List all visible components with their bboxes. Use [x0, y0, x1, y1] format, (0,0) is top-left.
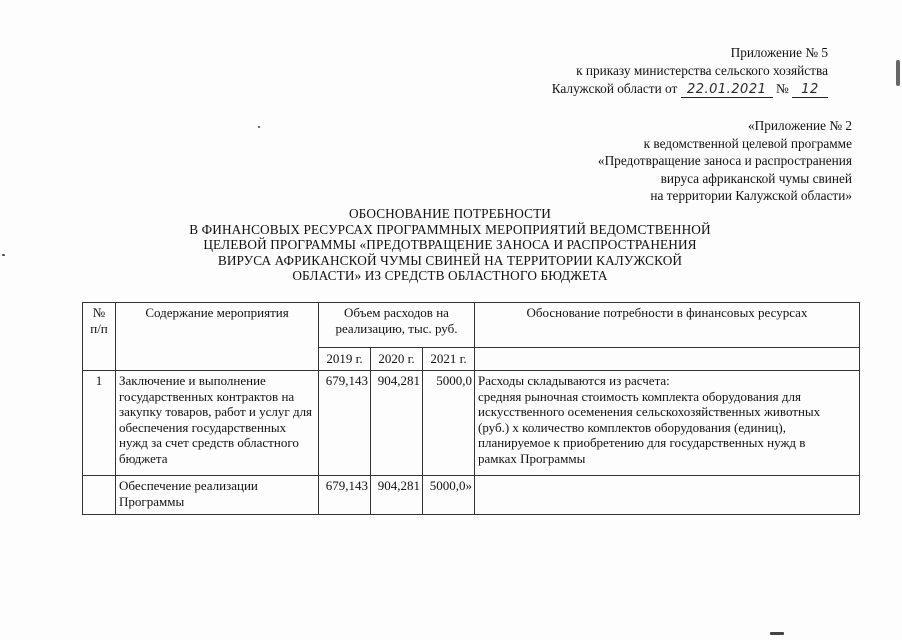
handwritten-date: 22.01.2021	[681, 82, 773, 98]
financing-table	[82, 302, 860, 515]
header-year-2021: 2021 г.	[423, 348, 475, 371]
row-content: Заключение и выполнение государственных контрактов на закупку товаров, работ и услуг для обеспечения государственных нужд за счет средств областного бюджета	[116, 371, 319, 476]
justification-line: рамках Программы	[478, 450, 586, 466]
title-line: ОБЛАСТИ» ИЗ СРЕДСТВ ОБЛАСТНОГО БЮДЖЕТА	[292, 268, 608, 283]
header-volume: Объем расходов на реализацию, тыс. руб.	[319, 303, 475, 348]
justification-line: планируемое к приобретению для государственных нужд в	[478, 435, 806, 450]
table-header-row	[83, 303, 860, 348]
row-content: Обеспечение реализации Программы	[116, 476, 319, 515]
header-annex-number: Приложение № 5	[730, 45, 828, 60]
table-row	[83, 476, 860, 515]
scan-speck	[770, 632, 784, 635]
row-value-2020: 904,281	[371, 371, 423, 476]
title-line: В ФИНАНСОВЫХ РЕСУРСАХ ПРОГРАММНЫХ МЕРОПРИЯТИЙ ВЕДОМСТВЕННОЙ	[189, 221, 711, 237]
row-num	[83, 476, 116, 515]
title-line: ОБОСНОВАНИЕ ПОТРЕБНОСТИ	[348, 206, 551, 221]
justification-line: средняя рыночная стоимость комплекта оборудования для	[478, 388, 801, 404]
header-num: № п/п	[83, 303, 116, 371]
justification-line: Расходы складываются из расчета:	[478, 373, 670, 388]
row-value-2021: 5000,0»	[423, 476, 475, 515]
table-row	[83, 371, 860, 476]
row-value-2019: 679,143	[319, 476, 371, 515]
annex-reference	[598, 117, 852, 205]
header-justification-empty	[475, 348, 860, 371]
document-title	[150, 206, 750, 284]
scan-edge-mark	[896, 60, 900, 86]
annex-line: к ведомственной целевой программе	[643, 135, 852, 151]
justification-line: искусственного осеменения сельскохозяйственных животных	[478, 404, 821, 419]
scan-speck	[2, 254, 5, 256]
row-justification	[475, 476, 860, 515]
header-number-label: №	[775, 81, 789, 96]
order-header	[552, 44, 828, 98]
header-date-line	[552, 80, 828, 98]
row-value-2020: 904,281	[371, 476, 423, 515]
handwritten-number: 12	[792, 82, 828, 98]
annex-line: на территории Калужской области»	[650, 188, 852, 203]
row-value-2019: 679,143	[319, 371, 371, 476]
row-value-2021: 5000,0	[423, 371, 475, 476]
header-order-ref: к приказу министерства сельского хозяйства	[576, 63, 828, 78]
header-content: Содержание мероприятия	[116, 303, 319, 371]
annex-line: вируса африканской чумы свиней	[660, 170, 852, 186]
header-region-prefix: Калужской области от	[551, 81, 678, 96]
scan-speck	[258, 126, 260, 128]
annex-line: «Предотвращение заноса и распространения	[597, 153, 852, 168]
header-year-2020: 2020 г.	[371, 348, 423, 371]
header-justification: Обоснование потребности в финансовых ресурсах	[475, 303, 860, 348]
row-num: 1	[83, 371, 116, 476]
header-year-2019: 2019 г.	[319, 348, 371, 371]
title-line: ЦЕЛЕВОЙ ПРОГРАММЫ «ПРЕДОТВРАЩЕНИЕ ЗАНОСА И РАСПРОСТРАНЕНИЯ	[203, 237, 697, 252]
justification-line: (руб.) х количество комплектов оборудования (единиц),	[478, 419, 786, 435]
title-line: ВИРУСА АФРИКАНСКОЙ ЧУМЫ СВИНЕЙ НА ТЕРРИТОРИИ КАЛУЖСКОЙ	[217, 252, 683, 268]
row-justification	[475, 371, 860, 476]
annex-line: «Приложение № 2	[748, 118, 852, 133]
